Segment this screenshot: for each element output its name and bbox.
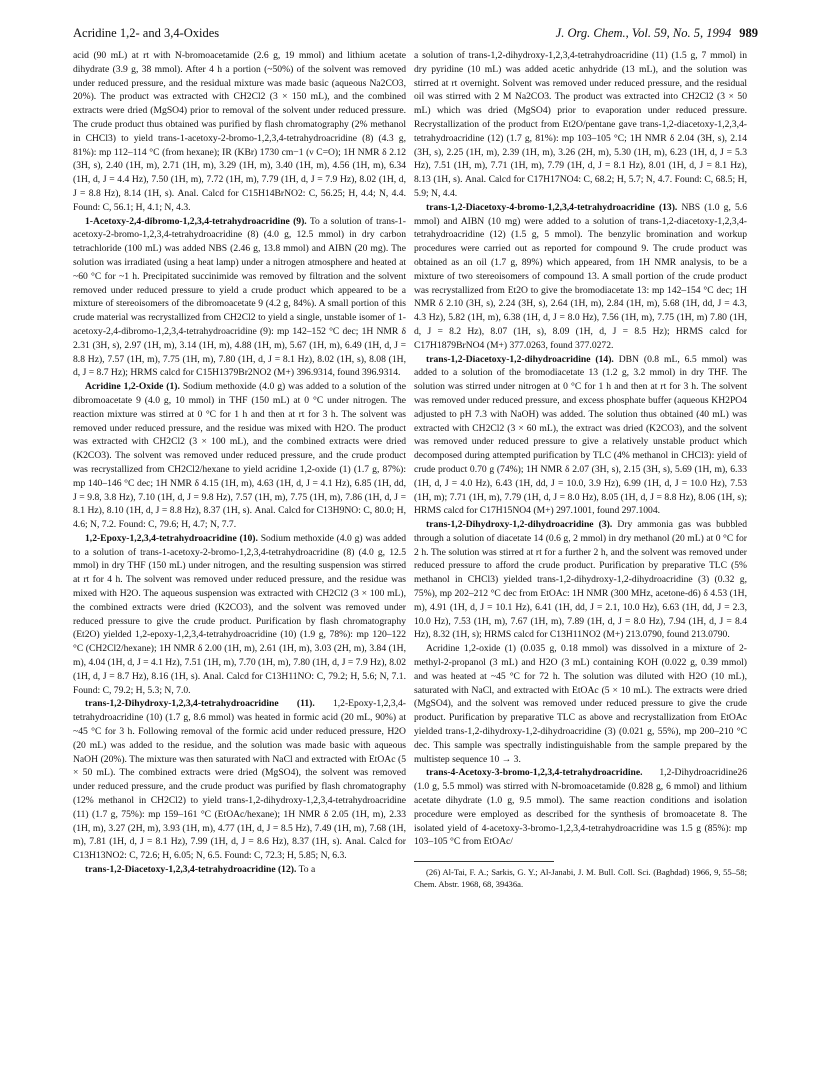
paragraph-text: To a bbox=[298, 864, 316, 876]
paragraph-text: Sodium methoxide (4.0 g) was added to a solution of the dibromoacetate 9 (4.0 g, 10 mmol) in THF (150 mL) at 0 °C under nitrogen. The reaction mixture was stirred at 0 °C for 1 h and then at rt for 3 h. The solvent was removed under reduced pressure, and the residue was mixed with H2O. The product was extracted with CH2Cl2 (3 × 100 mL), and the combined extracts were dried (K2CO3). The solvent was removed under reduced pressure, and the crude product was recrystallized from CH2Cl2/hexane to yield acridine 1,2-oxide (1) (1.7 g, 87%): mp 140–146 °C dec; 1H NMR δ 4.15 (1H, m), 4.63 (1H, d, J = 4.1 Hz), 6.85 (1H, dd, J = 9.8, 3.8 Hz), 7.10 (1H, d, J = 9.8 Hz), 7.57 (1H, m), 7.75 (1H, m), 7.86 (1H, d, J = 8.1 Hz), 8.10 (1H, d, J = 8.8 Hz), 8.37 (1H, s). Anal. Calcd for C13H9NO: C, 80.0; H, 4.6; N, 7.2. Found: C, 79.6; H, 4.7; N, 7.7. bbox=[73, 381, 406, 531]
compound-heading: trans-1,2-Diacetoxy-1,2,3,4-tetrahydroacridine (12). bbox=[85, 864, 297, 876]
paragraph bbox=[414, 201, 747, 353]
right-column bbox=[414, 49, 747, 890]
paragraph-text: acid (90 mL) at rt with N-bromoacetamide (2.6 g, 19 mmol) and lithium acetate dihydrate (3.9 g, 38 mmol). After 4 h a portion (~50%) of the solvent was removed under reduced pressure, and the residual mixture was made basic (aqueous Na2CO3, 20%). The product was extracted with CH2Cl2 (3 × 150 mL), and the combined extracts were dried (MgSO4) prior to removal of the solvent under reduced pressure. The crude product thus obtained was purified by flash chromatography (2% methanol in CHCl3) to yield trans-1-acetoxy-2-bromo-1,2,3,4-tetrahydroacridine (8) (4.3 g, 81%): mp 112–114 °C (from hexane); IR (KBr) 1730 cm−1 (ν C=O); 1H NMR δ 2.12 (3H, s), 2.40 (1H, m), 2.71 (1H, m), 3.29 (1H, m), 3.40 (1H, m), 4.56 (1H, m), 6.34 (1H, d, J = 4.4 Hz), 7.50 (1H, m), 7.72 (1H, m), 7.79 (1H, d, J = 7.9 Hz), 8.02 (1H, d, J = 8.8 Hz), 8.14 (1H, s). Anal. Calcd for C15H14BrNO2: C, 56.25; H, 4.4; N, 4.4. Found: C, 56.1; H, 4.1; N, 4.3. bbox=[73, 50, 406, 213]
paragraph bbox=[73, 49, 406, 215]
compound-heading: trans-1,2-Dihydroxy-1,2,3,4-tetrahydroacridine (11). bbox=[85, 698, 315, 710]
compound-heading: trans-1,2-Diacetoxy-1,2-dihydroacridine (14). bbox=[426, 353, 614, 365]
paragraph-text: 1,2-Dihydroacridine26 (1.0 g, 5.5 mmol) was stirred with N-bromoacetamide (0.828 g, 6 mmol) and lithium acetate dihydrate (1.0 g, 9.5 mmol). The same reaction conditions and isolation procedure were employed as described for the synthesis of bromoacetate 8. The isolated yield of 4-acetoxy-3-bromo-1,2,3,4-tetrahydroacridine was 1.5 g (85%): mp 103–105 °C from EtOAc/ bbox=[414, 767, 747, 848]
journal-reference bbox=[556, 26, 758, 41]
paragraph-text: 1,2-Epoxy-1,2,3,4-tetrahydroacridine (10) (1.7 g, 8.6 mmol) was heated in formic acid (20 mL, 90%) at ~45 °C for 3 h. Following removal of the formic acid under reduced pressure, H2O (20 mL) was added to the residue, and the solution was made basic with aqueous NaOH (20%). The mixture was then saturated with NaCl and extracted with EtOAc (5 × 50 mL). The combined extracts were dried (MgSO4), the solvent was removed under reduced pressure, and the crude product was purified by flash chromatography (12% methanol in CH2Cl2) to yield trans-1,2-dihydroxy-1,2,3,4-tetrahydroacridine (11) (1.7 g, 75%): mp 159–161 °C (EtOAc/hexane); 1H NMR δ 2.05 (1H, m), 2.33 (1H, m), 3.27 (2H, m), 3.93 (1H, m), 4.77 (1H, d, J = 8.5 Hz), 7.49 (1H, m), 7.68 (1H, m), 7.81 (1H, d, J = 8.1 Hz), 7.99 (1H, d, J = 8.6 Hz), 8.37 (1H, s). Anal. Calcd for C13H13NO2: C, 72.6; H, 6.05; N, 6.5. Found: C, 72.3; H, 5.85; N, 6.3. bbox=[73, 698, 406, 862]
running-title: Acridine 1,2- and 3,4-Oxides bbox=[73, 26, 220, 40]
paragraph-text: To a solution of trans-1-acetoxy-2-bromo-1,2,3,4-tetrahydroacridine (8) (4.0 g, 12.5 mmol) in dry carbon tetrachloride (100 mL) was added NBS (2.46 g, 13.8 mmol) and AIBN (20 mg). The solution was irradiated (using a heat lamp) under a nitrogen atmosphere and heated at ~60 °C for ~1 h. Precipitated succinimide was removed by filtration and the solvent removed under reduced pressure to yield a crude product which appeared to be a mixture of stereoisomers of the dibromoacetate 9 (4.2 g, 84%). A small portion of this crude material was recrystallized from CH2Cl2 to yield a single, unstable isomer of 1-acetoxy-2,4-dibromo-1,2,3,4-tetrahydroacridine (9): mp 142–152 °C dec; 1H NMR δ 2.31 (3H, s), 2.97 (1H, m), 3.14 (1H, m), 4.88 (1H, m), 5.67 (1H, m), 6.49 (1H, d, J = 8.8 Hz), 7.57 (1H, m), 7.75 (1H, m), 7.80 (1H, d, J = 8.1 Hz), 8.02 (1H, s), 8.08 (1H, d, J = 8.7 Hz); HRMS calcd for C15H1379Br2NO2 (M+) 396.9314, found 396.9314. bbox=[73, 215, 406, 379]
running-header bbox=[73, 26, 758, 44]
compound-heading: 1,2-Epoxy-1,2,3,4-tetrahydroacridine (10). bbox=[85, 532, 258, 544]
paragraph-text: NBS (1.0 g, 5.6 mmol) and AIBN (10 mg) were added to a solution of trans-1,2-diacetoxy-1,2,3,4-tetrahydroacridine (12) (1.5 g, 5 mmol). The benzylic bromination and workup procedures were carried out as reported for compound 9. The crude product was obtained as an oil (1.7 g, 89%) which appeared, from 1H NMR analysis, to be a mixture of two stereoisomers of compound 13. A small portion of the crude product was recrystallized from Et2O to give the bromodiacetate 13: mp 142–154 °C dec; 1H NMR δ 2.10 (3H, s), 2.24 (3H, s), 2.64 (1H, m), 2.84 (1H, m), 5.68 (1H, dd, J = 4.3, 4.3 Hz), 5.82 (1H, m), 6.38 (1H, d, J = 8.0 Hz), 7.56 (1H, m), 7.75 (1H, m) 7.80 (1H, d, J = 8.2 Hz), 8.07 (1H, s), 8.09 (1H, d, J = 8.5 Hz); HRMS calcd for C17H1879BrNO4 (M+) 377.0263, found 377.0272. bbox=[414, 201, 747, 351]
paragraph bbox=[73, 863, 406, 877]
paragraph-text: DBN (0.8 mL, 6.5 mmol) was added to a solution of the bromodiacetate 13 (1.2 g, 3.2 mmol) in dry THF. The solution was stirred under nitrogen at 0 °C for 1 h and then at rt for 3 h. The solvent was removed under reduced pressure, and excess phosphate buffer (aqueous KH2PO4 adjusted to pH 7.3 with NaOH) was added. The solution thus obtained (40 mL) was extracted with CH2Cl2 (3 × 60 mL), the extract was dried (K2CO3), and the solvent was removed under reduced pressure to give a relatively unstable product which decomposed during attempted purification by TLC (4% methanol in CHCl3): yield of crude product 0.70 g (74%); 1H NMR δ 2.07 (3H, s), 2.15 (3H, s), 5.69 (1H, m), 6.33 (1H, d, J = 4.0 Hz), 6.43 (1H, dd, J = 10.0, 3.9 Hz), 6.99 (1H, d, J = 10.0 Hz), 7.53 (1H, m); 7.71 (1H, m), 7.79 (1H, d, J = 8.0 Hz), 8.05 (1H, d, J = 8.8 Hz), 8.06 (1H, s); HRMS calcd for C17H15NO4 (M+) 297.1001, found 297.1004. bbox=[414, 353, 747, 517]
paragraph bbox=[414, 353, 747, 519]
compound-heading: trans-4-Acetoxy-3-bromo-1,2,3,4-tetrahydroacridine. bbox=[426, 767, 643, 779]
compound-heading: Acridine 1,2-Oxide (1). bbox=[85, 381, 180, 393]
footnote-rule bbox=[414, 861, 554, 862]
paragraph bbox=[414, 518, 747, 642]
compound-heading: 1-Acetoxy-2,4-dibromo-1,2,3,4-tetrahydroacridine (9). bbox=[85, 215, 307, 227]
compound-heading: trans-1,2-Diacetoxy-4-bromo-1,2,3,4-tetrahydroacridine (13). bbox=[426, 201, 678, 213]
paragraph bbox=[414, 642, 747, 766]
footnote: (26) Al-Tai, F. A.; Sarkis, G. Y.; Al-Janabi, J. M. Bull. Coll. Sci. (Baghdad) 1966, 9, 55–58; Chem. Abstr. 1968, 68, 39436a. bbox=[414, 867, 747, 889]
paragraph bbox=[73, 380, 406, 532]
paragraph-text: Dry ammonia gas was bubbled through a solution of diacetate 14 (0.6 g, 2 mmol) in dry methanol (20 mL) at 0 °C for 2 h. The solution was stirred at rt for a further 2 h, and the solvent was removed under reduced pressure to afford the crude product. Purification by preparative TLC (5% methanol in CHCl3) yielded trans-1,2-dihydroxy-1,2-dihydroacridine (3) (0.32 g, 75%), mp 202–212 °C dec from EtOAc: 1H NMR (300 MHz, acetone-d6) δ 4.53 (1H, m), 4.91 (1H, d, J = 10.1 Hz), 6.41 (1H, dd, J = 2.1, 10.0 Hz), 6.63 (1H, dd, J = 2.3, 10.0 Hz), 7.53 (1H, m), 7.67 (1H, m), 7.89 (1H, d, J = 8.0 Hz), 7.94 (1H, d, J = 8.4 Hz), 8.32 (1H, s); HRMS calcd for C13H11NO2 (M+) 213.0790, found 213.0790. bbox=[414, 519, 747, 641]
paragraph bbox=[73, 532, 406, 698]
paragraph-text: Sodium methoxide (4.0 g) was added to a solution of trans-1-acetoxy-2-bromo-1,2,3,4-tetrahydroacridine (8) (4.0 g, 12.5 mmol) in dry THF (150 mL) under nitrogen, and the resulting suspension was stirred at rt for 4 h. The solvent was removed under reduced pressure, and the residue was mixed with H2O. The aqueous suspension was extracted with CH2Cl2 (3 × 100 mL), the combined extracts were dried (K2CO3), and the solvent was removed under reduced pressure to give the crude product. Purification by flash chromatography (Et2O) yielded 1,2-epoxy-1,2,3,4-tetrahydroacridine (10) (1.9 g, 78%): mp 120–122 °C (CH2Cl2/hexane); 1H NMR δ 2.00 (1H, m), 2.61 (1H, m), 3.03 (2H, m), 3.84 (1H, m), 4.04 (1H, d, J = 4.1 Hz), 7.51 (1H, m), 7.70 (1H, m), 7.80 (1H, d, J = 7.9 Hz), 8.02 (1H, d, J = 8.7 Hz), 8.16 (1H, s). Anal. Calcd for C13H11NO: C, 79.2; H, 5.6; N, 7.1. Found: C, 79.2; H, 5.3; N, 7.0. bbox=[73, 532, 406, 696]
paragraph bbox=[414, 49, 747, 201]
paragraph bbox=[73, 215, 406, 381]
compound-heading: trans-1,2-Dihydroxy-1,2-dihydroacridine (3). bbox=[426, 519, 613, 531]
page-number: 989 bbox=[739, 26, 758, 40]
paragraph-text: a solution of trans-1,2-dihydroxy-1,2,3,4-tetrahydroacridine (11) (1.5 g, 7 mmol) in dry pyridine (10 mL) was added acetic anhydride (13 mL), and the solution was stirred at rt overnight. Solvent was removed under reduced pressure, and the residual oil was stirred with 2 M Na2CO3. The product was extracted into CH2Cl2 (3 × 50 mL) which was dried (MgSO4) prior to evaporation under reduced pressure. Recrystallization of the product from Et2O/pentane gave trans-1,2-diacetoxy-1,2,3,4-tetrahydroacridine (12) (1.7 g, 81%): mp 103–105 °C; 1H NMR δ 2.04 (3H, s), 2.14 (3H, s), 2.25 (1H, m), 2.39 (1H, m), 3.26 (2H, m), 5.30 (1H, m), 6.23 (1H, d, J = 5.3 Hz), 7.51 (1H, m), 7.71 (1H, m), 7.79 (1H, d, J = 8.1 Hz), 8.01 (1H, d, J = 8.1 Hz), 8.13 (1H, s). Anal. Calcd for C17H17NO4: C, 68.2; H, 5.7; N, 4.7. Found: C, 68.5; H, 5.9; N, 4.4. bbox=[414, 50, 747, 199]
paragraph bbox=[73, 697, 406, 863]
paragraph-text: Acridine 1,2-oxide (1) (0.035 g, 0.18 mmol) was dissolved in a mixture of 2-methyl-2-propanol (3 mL) and H2O (3 mL) containing KOH (0.022 g, 0.39 mmol) and was heated at ~45 °C for 72 h. The solution was diluted with H2O (10 mL), saturated with NaCl, and extracted with EtOAc (5 × 10 mL). The extracts were dried (MgSO4), and the solvent was removed under reduced pressure to give the crude product. Purification by preparative TLC as above and recrystallization from EtOAc yielded trans-1,2-dihydroxy-1,2-dihydroacridine (3) (0.021 g, 55%), mp 200–210 °C dec. This sample was spectrally indistinguishable from the sample prepared by the multistep sequence 10 → 3. bbox=[414, 643, 747, 765]
left-column bbox=[73, 49, 406, 877]
journal-citation: J. Org. Chem., Vol. 59, No. 5, 1994 bbox=[555, 26, 732, 40]
paragraph bbox=[414, 766, 747, 849]
